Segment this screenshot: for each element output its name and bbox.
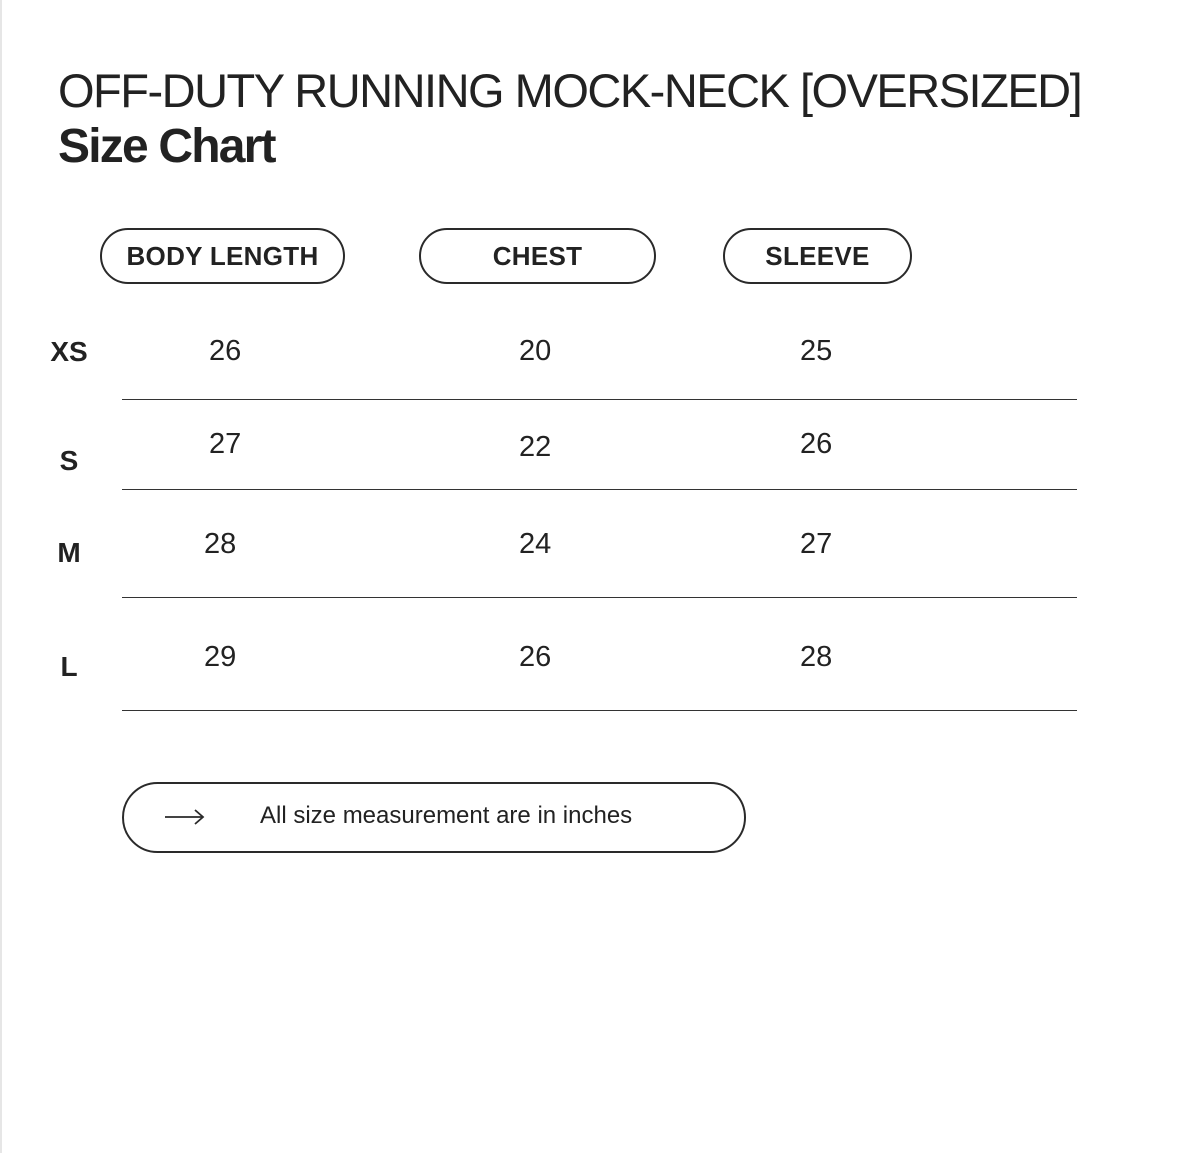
size-label-xs: XS [50,336,88,367]
cell-s-chest: 22 [519,431,552,463]
page-edge [0,0,2,1153]
cell-xs-body-length: 26 [209,335,242,367]
row-divider [122,489,1077,490]
cell-m-chest: 24 [519,528,552,560]
measurement-note-text: All size measurement are in inches [260,802,633,829]
cell-l-chest: 26 [519,641,552,673]
column-header-chest: CHEST [419,228,656,284]
cell-xs-chest: 20 [519,335,552,367]
row-divider [122,710,1077,711]
cell-l-body-length: 29 [204,641,237,673]
row-divider [122,399,1077,400]
column-header-body-length: BODY LENGTH [100,228,345,284]
cell-l-sleeve: 28 [800,641,833,673]
product-title: OFF-DUTY RUNNING MOCK-NECK [OVERSIZED] [58,64,1082,117]
size-label-l: L [60,651,78,682]
cell-m-sleeve: 27 [800,528,833,560]
cell-s-sleeve: 26 [800,428,833,460]
cell-s-body-length: 27 [209,428,242,460]
size-label-s: S [59,445,79,476]
cell-xs-sleeve: 25 [800,335,833,367]
row-divider [122,597,1077,598]
size-label-m: M [57,537,81,568]
arrow-right-icon [164,806,206,828]
page-title: Size Chart [58,120,275,173]
column-header-sleeve: SLEEVE [723,228,912,284]
cell-m-body-length: 28 [204,528,237,560]
measurement-note [122,782,746,853]
